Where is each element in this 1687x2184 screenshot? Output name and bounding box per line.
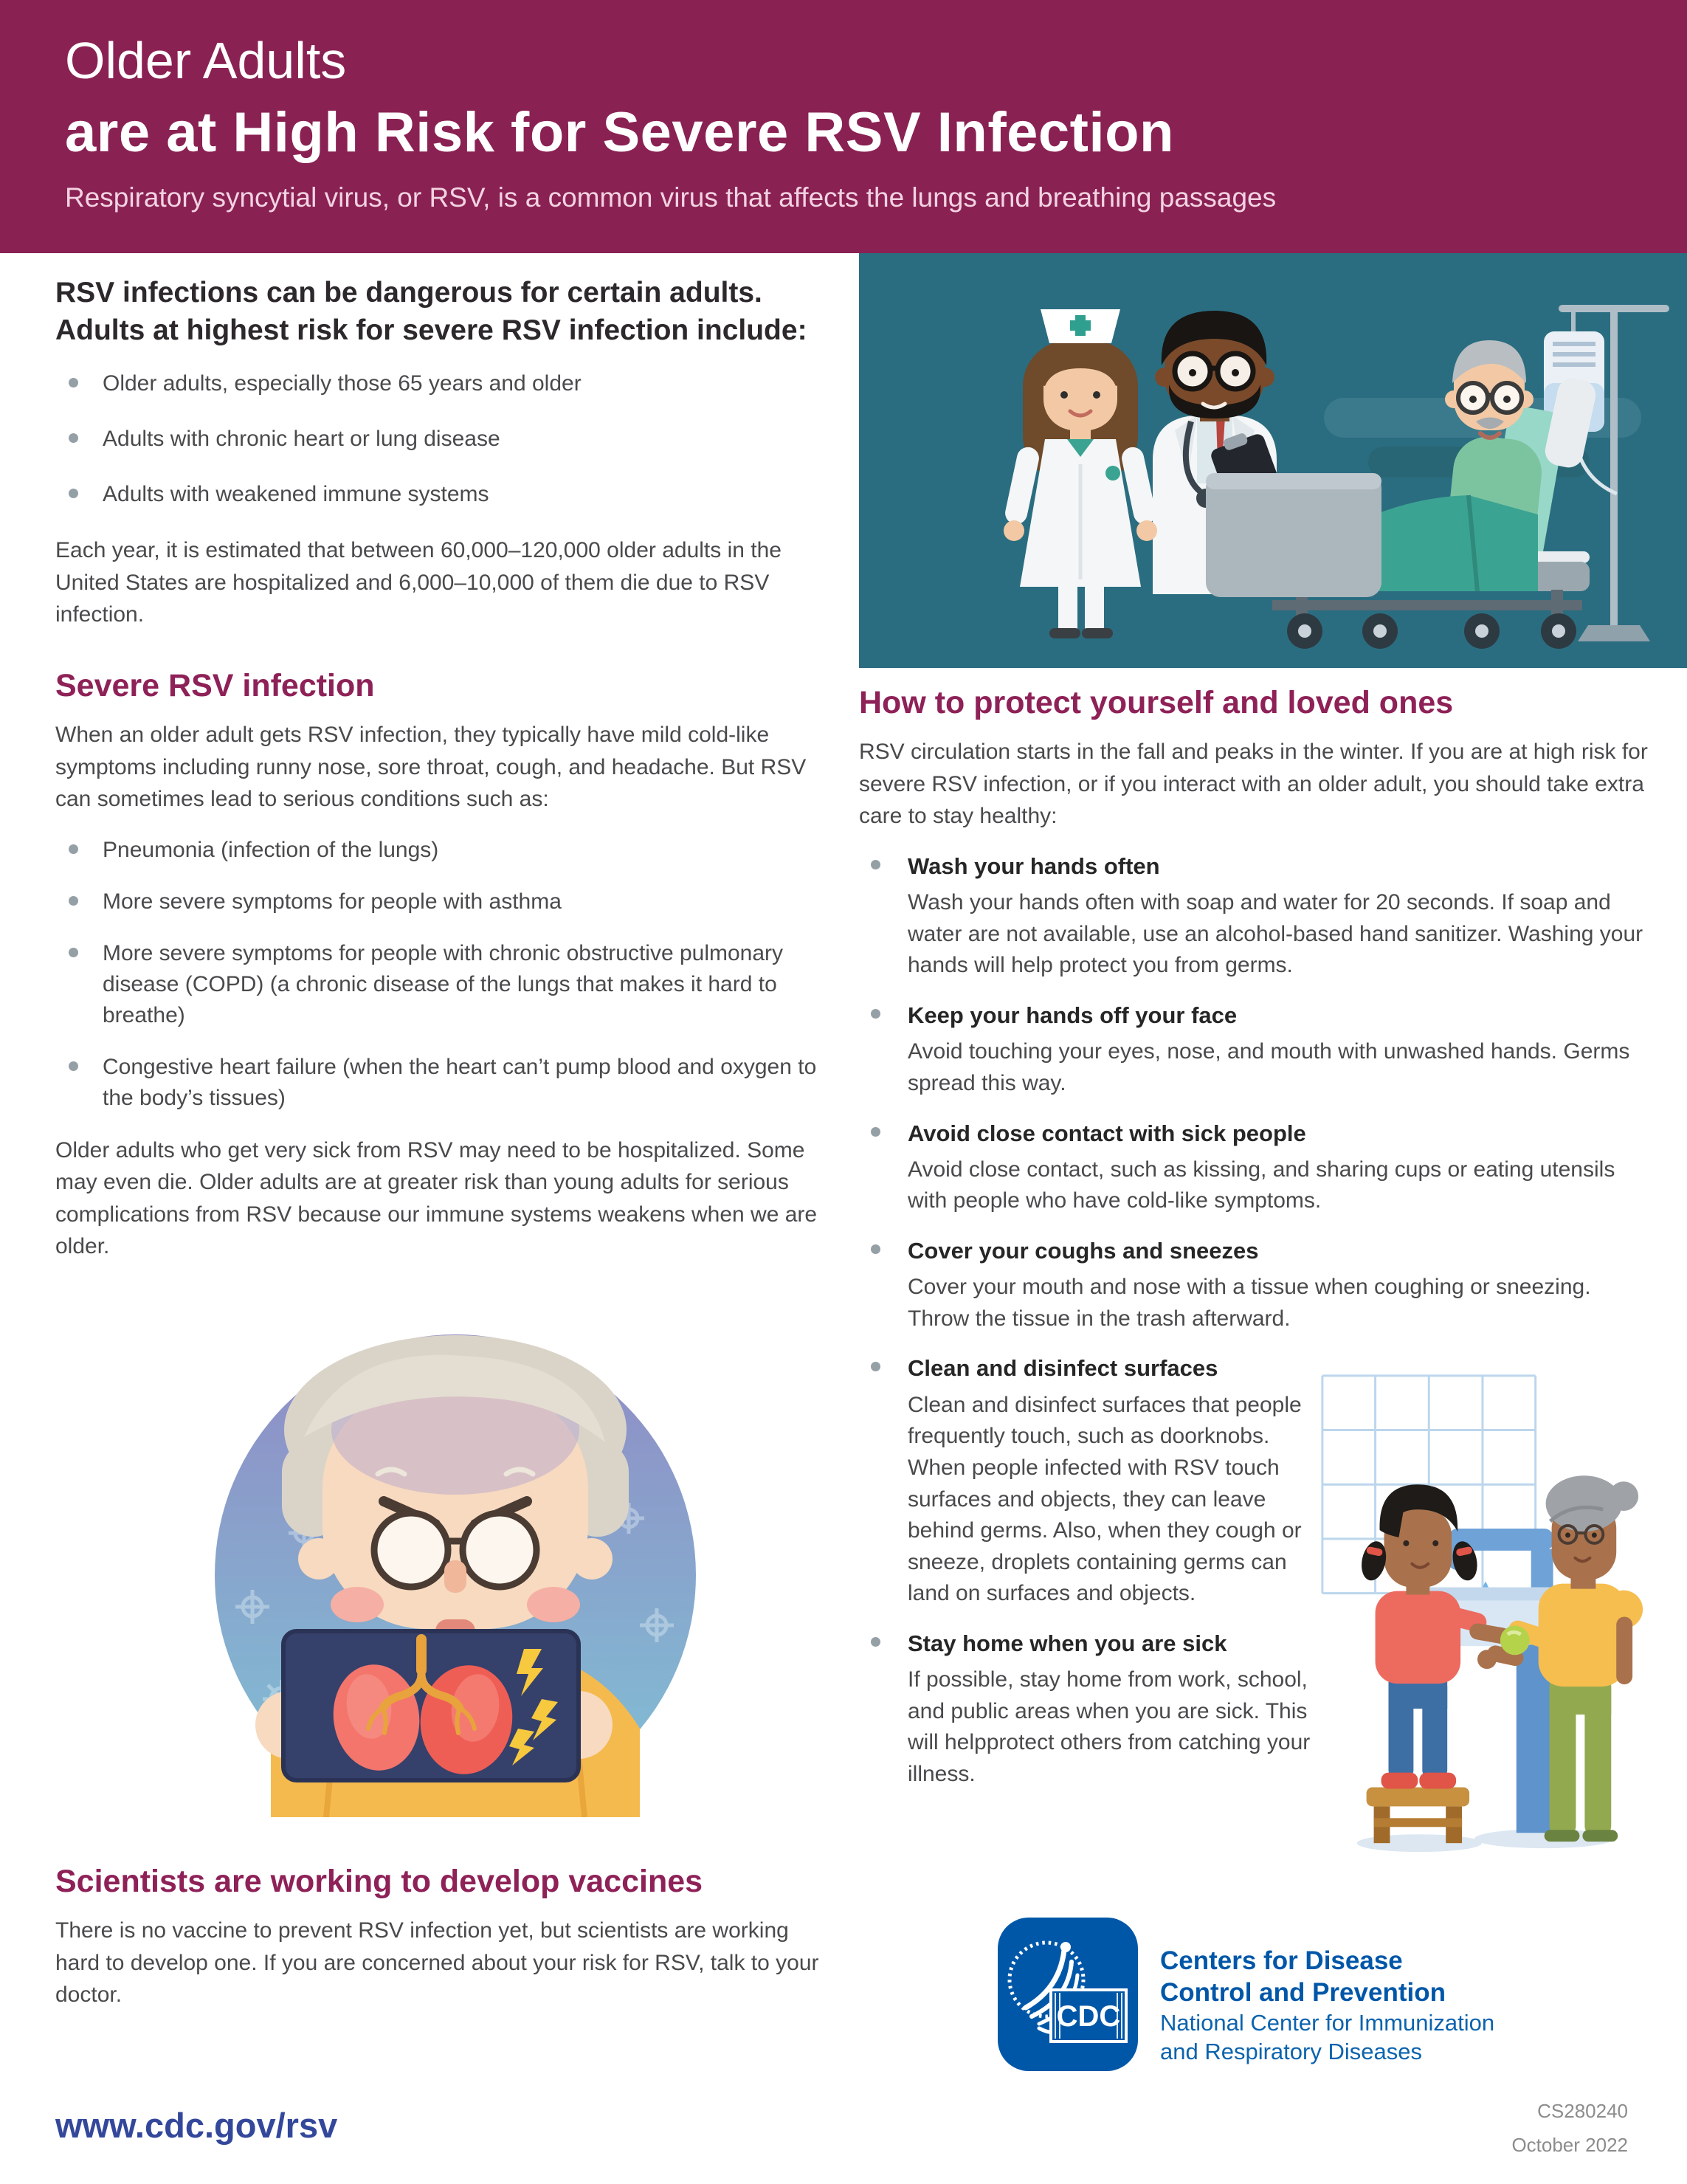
handwashing-svg (1302, 1364, 1655, 1855)
protect-section (859, 685, 1649, 1810)
list-item (55, 424, 823, 455)
xray-panel (255, 1631, 613, 1780)
tip-body: Cover your mouth and nose with a tissue when coughing or sneezing. Throw the tissue in the trash afterward. (908, 1275, 1591, 1331)
agency-name-block (1160, 1918, 1494, 2066)
list-item (55, 368, 823, 399)
page-title-line1: Older Adults (65, 32, 347, 89)
risk-bullet-list (55, 368, 823, 510)
tip-title: Wash your hands often (908, 852, 1160, 879)
list-item-text: Pneumonia (infection of the lungs) (103, 837, 439, 862)
tip-body: If possible, stay home from work, school, and public areas when you are sick. This will helpprotect others from catching your illness. (908, 1667, 1311, 1786)
bullet-dot-icon (871, 1009, 880, 1019)
tip-item (859, 1354, 1313, 1609)
tip-item (859, 1001, 1649, 1099)
list-item-text: More severe symptoms for people with asthma (103, 889, 562, 914)
bullet-dot-icon (69, 1061, 78, 1071)
bullet-dot-icon (69, 378, 78, 387)
agency-subname-line1: National Center for Immunization (1160, 2010, 1495, 2036)
header-banner (0, 0, 1687, 253)
hospital-scene-illustration (859, 253, 1687, 668)
severe-closing-paragraph: Older adults who get very sick from RSV may need to be hospitalized. Some may even die. Older adults are at greater risk than young adults for serious complications from RSV because our immune systems weakens when we are older. (55, 1137, 818, 1259)
document-number: CS280240 (1537, 2100, 1628, 2122)
list-item-text: More severe symptoms for people with chronic obstructive pulmonary disease (COPD) (a chronic disease of the lungs that makes it hard to breathe) (103, 940, 784, 1027)
lung-xray-svg (201, 1315, 710, 1817)
tip-item (859, 1236, 1649, 1334)
lung-xray-illustration (201, 1315, 710, 1817)
tip-body: Clean and disinfect surfaces that people frequently touch, such as doorknobs. When people infected with RSV touch surfaces and objects, they can leave behind germs. Also, when they cough or sneeze, droplets containing germs can land on surfaces and objects. (908, 1392, 1302, 1606)
bullet-dot-icon (871, 1362, 880, 1371)
handwashing-illustration (1302, 1364, 1655, 1855)
severe-paragraph: When an older adult gets RSV infection, they typically have mild cold-like symptoms including runny nose, sore throat, cough, and headache. But RSV can sometimes lead to serious conditions such as: (55, 723, 807, 812)
tip-body: Avoid close contact, such as kissing, and sharing cups or eating utensils with people who have cold-like symptoms. (908, 1157, 1615, 1213)
bed-footboard (1206, 473, 1381, 597)
bullet-dot-icon (871, 860, 880, 869)
list-item-text: Adults with weakened immune systems (103, 482, 489, 507)
tip-body: Avoid touching your eyes, nose, and mouth with unwashed hands. Germs spread this way. (908, 1039, 1630, 1095)
document-meta (1511, 2095, 1628, 2162)
tip-item (859, 1629, 1313, 1791)
bullet-dot-icon (69, 896, 78, 906)
list-item (55, 835, 823, 866)
protect-heading: How to protect yourself and loved ones (859, 685, 1454, 720)
cdc-acronym: CDC (1056, 2000, 1121, 2033)
risk-statistics-paragraph: Each year, it is estimated that between 60,000–120,000 older adults in the United States are hospitalized and 6,000–10,000 of them die due to RSV infection. (55, 538, 782, 627)
list-item (55, 479, 823, 510)
list-item-text: Older adults, especially those 65 years and older (103, 371, 582, 396)
agency-name-line2: Control and Prevention (1160, 1977, 1446, 2007)
tip-item (859, 852, 1649, 982)
cdc-brand-block (998, 1918, 1494, 2071)
tip-title: Keep your hands off your face (908, 1002, 1238, 1029)
page-subtitle: Respiratory syncytial virus, or RSV, is a common virus that affects the lungs and breathing passages (65, 182, 1277, 213)
document-date: October 2022 (1511, 2133, 1628, 2156)
bullet-dot-icon (871, 1244, 880, 1254)
risk-intro-section (55, 275, 823, 650)
agency-subname-line2: and Respiratory Diseases (1160, 2039, 1422, 2065)
list-item-text: Adults with chronic heart or lung disease (103, 427, 500, 452)
cdc-rsv-link[interactable]: www.cdc.gov/rsv (55, 2106, 338, 2145)
severe-heading: Severe RSV infection (55, 668, 375, 703)
list-item (55, 1052, 823, 1114)
tip-title: Stay home when you are sick (908, 1630, 1227, 1656)
tip-item (859, 1119, 1649, 1217)
bullet-dot-icon (69, 948, 78, 957)
cdc-logo (998, 1918, 1138, 2071)
list-item (55, 938, 823, 1031)
protect-intro-paragraph: RSV circulation starts in the fall and peaks in the winter. If you are at high risk for severe RSV infection, or if you interact with an older adult, you should take extra care to stay healthy: (859, 740, 1648, 829)
agency-name-line1: Centers for Disease (1160, 1946, 1403, 1975)
tip-body: Wash your hands often with soap and water for 20 seconds. If soap and water are not available, use an alcohol-based hand sanitizer. Washing your hands will help protect you from germs. (908, 890, 1643, 978)
vaccines-heading: Scientists are working to develop vaccines (55, 1864, 703, 1899)
list-item (55, 886, 823, 917)
bullet-dot-icon (69, 844, 78, 854)
tip-title: Avoid close contact with sick people (908, 1120, 1306, 1146)
bullet-dot-icon (871, 1127, 880, 1137)
tip-title: Cover your coughs and sneezes (908, 1237, 1259, 1264)
list-item-text: Congestive heart failure (when the heart can’t pump blood and oxygen to the body’s tissues) (103, 1054, 817, 1110)
tip-title: Clean and disinfect surfaces (908, 1355, 1218, 1382)
vaccines-section (55, 1864, 823, 2030)
severe-bullet-list (55, 835, 823, 1114)
bullet-dot-icon (69, 489, 78, 498)
hospital-scene-svg (859, 253, 1687, 668)
soap-icon (1500, 1625, 1530, 1655)
bullet-dot-icon (69, 433, 78, 443)
severe-rsv-section (55, 668, 823, 1282)
page-title-line2: are at High Risk for Severe RSV Infection (65, 100, 1174, 164)
bullet-dot-icon (871, 1637, 880, 1647)
vaccines-paragraph: There is no vaccine to prevent RSV infection yet, but scientists are working hard to develop one. If you are concerned about your risk for RSV, talk to your doctor. (55, 1918, 819, 2008)
risk-heading: RSV infections can be dangerous for certain adults. Adults at highest risk for severe RSV infection include: (55, 277, 807, 346)
